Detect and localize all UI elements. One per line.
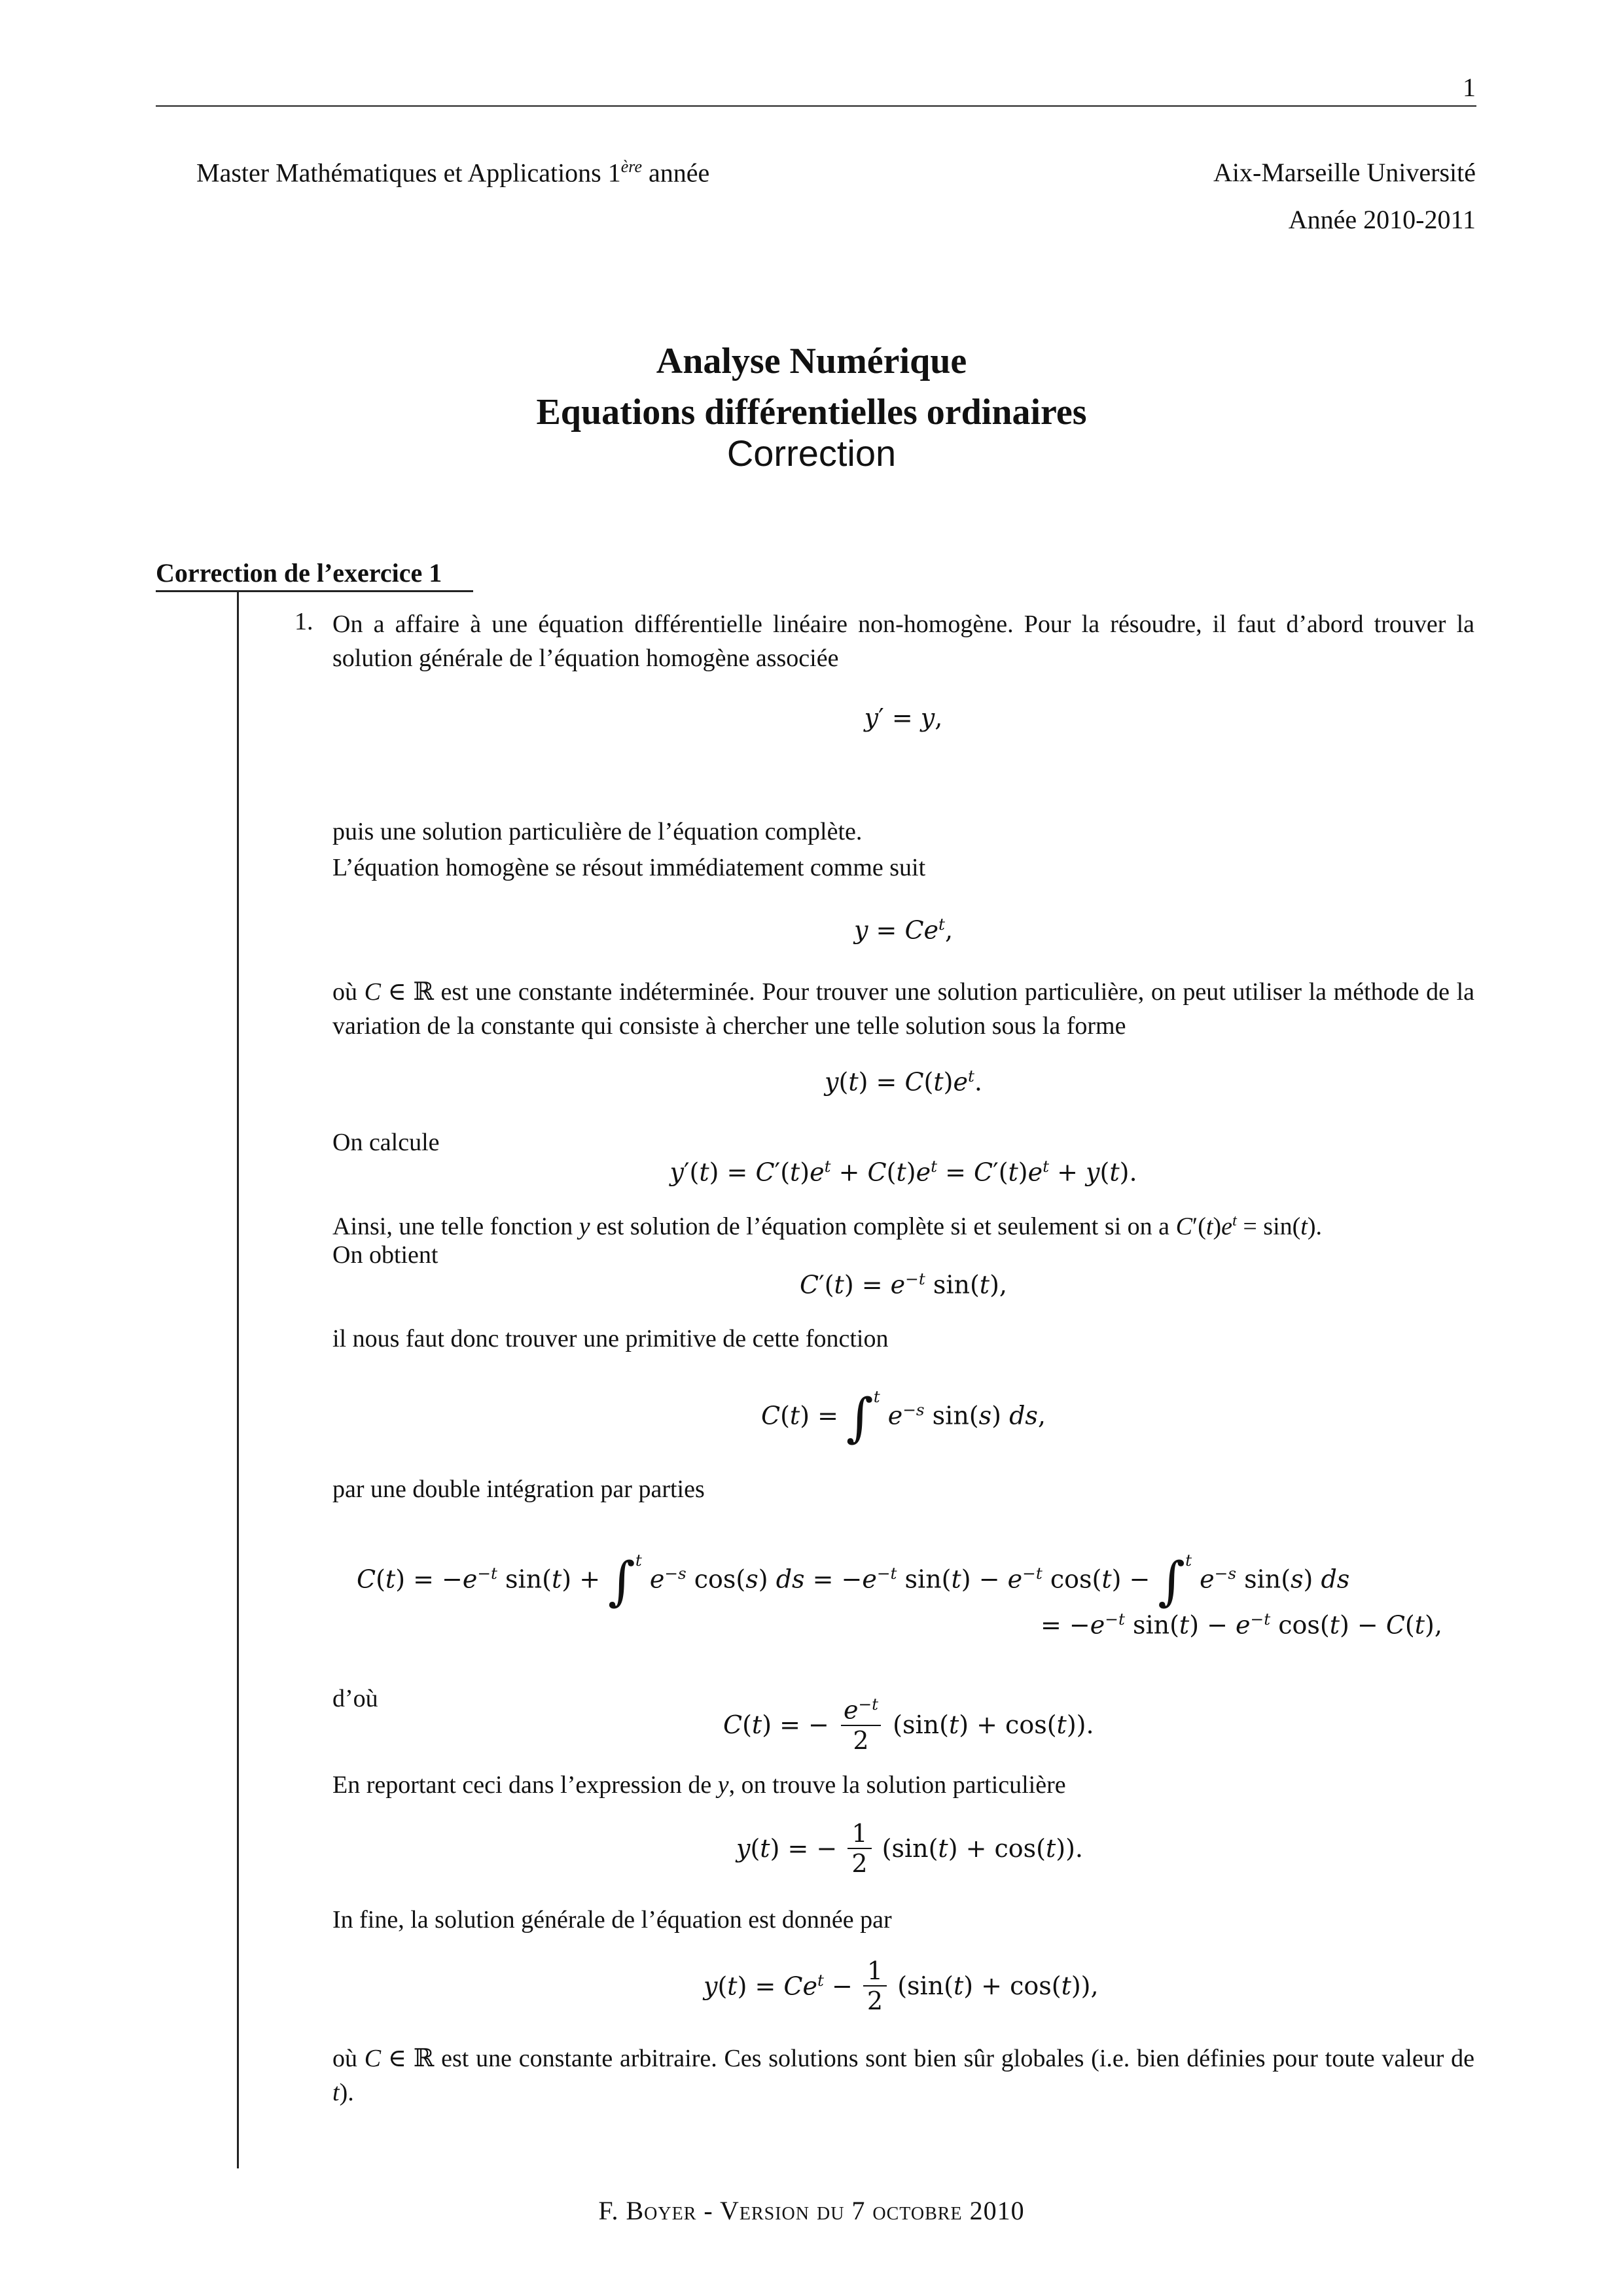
paragraph-1: On a affaire à une équation différentielle linéaire non-homogène. Pour la résoudre, il faut d’abord trouver la solution générale de l’équation homogène associée (332, 610, 1474, 672)
section-heading: Correction de l’exercice 1 (156, 558, 442, 588)
paragraph-3: L’équation homogène se résout immédiatement comme suit (332, 854, 926, 881)
equation-ipp-line2: = $-e^{-t}$ $\sin(t) - e^{-t}$ cos(t) − C(t), (1041, 1610, 1442, 1640)
program-label (196, 157, 709, 188)
title-correction: Correction (726, 433, 897, 474)
program-tail: année (641, 158, 710, 188)
equation-ipp-line1: $C(t) = -e^{-t}$ sin(t) + ∫$^t$ $e^{-s}$ cos(s) ds = $-e^{-t}$ $\sin(t) - e^{-t}$ cos(t) − ∫$^t$ $e^{-s}$ sin(s) ds (357, 1551, 1350, 1612)
equation-primitive: C(t) = ∫$^t$ $e^{-s}$ sin(s) ds, (761, 1387, 1046, 1449)
equation-general: $y(t) = Ce^t$ − $\frac{1}{2}$ (sin(t) + cos(t)), (704, 1956, 1099, 2015)
section-heading-underline (156, 590, 473, 592)
equation-derivative: $y'(t) = C'(t)e^t + C(t)e^t = C'(t)e^t + y(t)$. (669, 1157, 1137, 1187)
paragraph-5: On calcule (332, 1129, 440, 1156)
paragraph-6: Ainsi, une telle fonction y est solution de l’équation complète si et seulement si on a $C'(t)e^t = \sin(t)$. (332, 1212, 1322, 1241)
paragraph-9: par une double intégration par parties (332, 1475, 705, 1503)
equation-homogeneous-solution: $y = Ce^t$, (853, 915, 954, 945)
paragraph-2: puis une solution particulière de l’équation complète. (332, 818, 863, 845)
academic-year: Année 2010-2011 (1288, 205, 1476, 234)
equation-variation-form: $y(t) = C(t)e^t$. (825, 1067, 982, 1097)
page-number: 1 (1463, 73, 1476, 102)
program-sup: ère (620, 157, 642, 176)
program-text: Master Mathématiques et Applications 1 (196, 158, 621, 188)
title-sub: Equations différentielles ordinaires (536, 392, 1087, 433)
equation-c-solution: C(t) = − $\frac{e^{-t}}{2}$ (sin(t) + cos(t)). (723, 1695, 1094, 1755)
paragraph-8: il nous faut donc trouver une primitive de cette fonction (332, 1325, 889, 1352)
paragraph-12: In fine, la solution générale de l’équation est donnée par (332, 1906, 892, 1934)
equation-particular: y(t) = − $\frac{1}{2}$ (sin(t) + cos(t)). (736, 1819, 1084, 1878)
paragraph-13: où C ∈ ℝ est une constante arbitraire. Ces solutions sont bien sûr globales (i.e. bien définies pour toute valeur de t). (332, 2045, 1475, 2106)
paragraph-10: d’où (332, 1685, 378, 1712)
university-label: Aix-Marseille Université (1213, 158, 1476, 187)
header-rule (156, 105, 1476, 107)
paragraph-11: En reportant ceci dans l’expression de y, on trouve la solution particulière (332, 1771, 1066, 1799)
equation-c-prime: $C'(t) = e^{-t}$ sin(t), (800, 1269, 1007, 1299)
equation-homogeneous: y′ = y, (864, 703, 943, 732)
left-margin-bar (237, 590, 239, 2168)
paragraph-4: où C ∈ ℝ est une constante indéterminée. Pour trouver une solution particulière, on peut utiliser la méthode de la variation de la constante qui consiste à chercher une telle solution sous la forme (332, 978, 1475, 1040)
item-number: 1. (294, 608, 313, 635)
paragraph-7: On obtient (332, 1241, 438, 1269)
title-main: Analyse Numérique (656, 341, 967, 381)
footer: F. Boyer - Version du 7 octobre 2010 (598, 2196, 1025, 2225)
